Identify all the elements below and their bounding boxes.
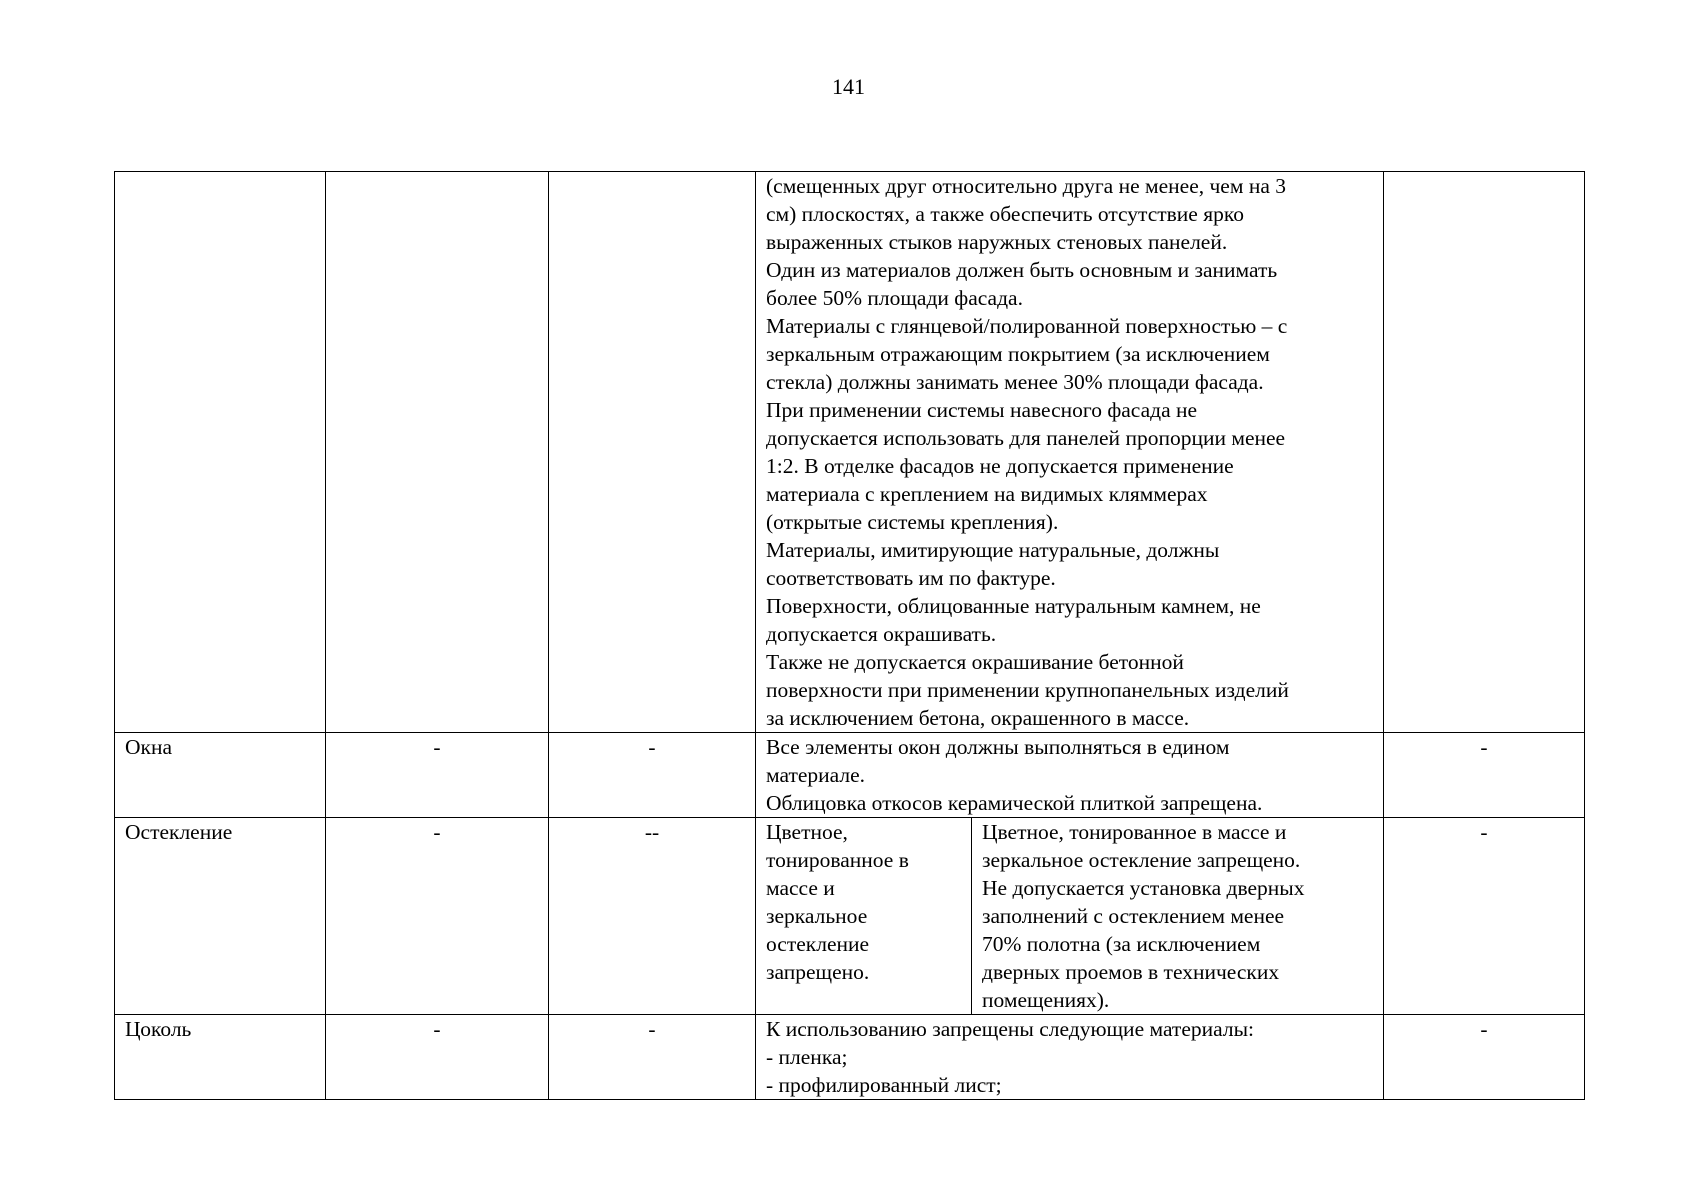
text-line: тонированное в	[766, 848, 909, 872]
text-line: Поверхности, облицованные натуральным камнем, не	[766, 594, 1261, 618]
col3-cell: --	[549, 818, 756, 1015]
table-row	[115, 1015, 1585, 1100]
text-line: за исключением бетона, окрашенного в массе.	[766, 706, 1190, 730]
text-line: Один из материалов должен быть основным и занимать	[766, 258, 1278, 282]
text-line: Цветное,	[766, 820, 848, 844]
col3-cell: -	[549, 1015, 756, 1100]
text-line: (открытые системы крепления).	[766, 510, 1059, 534]
text-line: Также не допускается окрашивание бетонной	[766, 650, 1184, 674]
text-line: см) плоскостях, а также обеспечить отсутствие ярко	[766, 202, 1244, 226]
text-line: Материалы, имитирующие натуральные, должны	[766, 538, 1220, 562]
text-line: - профилированный лист;	[766, 1073, 1002, 1097]
col2-cell: -	[326, 733, 549, 818]
text-line: массе и	[766, 876, 835, 900]
col5-cell: -	[1384, 818, 1585, 1015]
col3-cell	[549, 172, 756, 733]
text-line: При применении системы навесного фасада не	[766, 398, 1198, 422]
row-label-cell: Окна	[115, 733, 326, 818]
text-line: Цветное, тонированное в массе и	[982, 820, 1287, 844]
requirements-text-left-cell	[756, 818, 972, 1015]
text-line: помещениях).	[982, 988, 1110, 1012]
text-line: К использованию запрещены следующие материалы:	[766, 1017, 1255, 1041]
text-line: 70% полотна (за исключением	[982, 932, 1261, 956]
text-line: стекла) должны занимать менее 30% площади фасада.	[766, 370, 1264, 394]
requirements-text-cell	[756, 172, 1384, 733]
requirements-text-cell	[756, 1015, 1384, 1100]
row-label-cell: Цоколь	[115, 1015, 326, 1100]
page-number: 141	[832, 74, 865, 99]
text-line: остекление	[766, 932, 870, 956]
requirements-text-cell	[756, 733, 1384, 818]
col2-cell: -	[326, 1015, 549, 1100]
text-line: допускается окрашивать.	[766, 622, 997, 646]
col2-cell	[326, 172, 549, 733]
row-label-cell: Остекление	[115, 818, 326, 1015]
text-line: соответствовать им по фактуре.	[766, 566, 1056, 590]
col5-cell: -	[1384, 733, 1585, 818]
col5-cell: -	[1384, 1015, 1585, 1100]
text-line: выраженных стыков наружных стеновых панелей.	[766, 230, 1228, 254]
text-line: Материалы с глянцевой/полированной поверхностью – с	[766, 314, 1288, 338]
col2-cell: -	[326, 818, 549, 1015]
text-line: запрещено.	[766, 960, 870, 984]
text-line: дверных проемов в технических	[982, 960, 1280, 984]
text-line: зеркальное	[766, 904, 868, 928]
table-row	[115, 733, 1585, 818]
text-line: поверхности при применении крупнопанельных изделий	[766, 678, 1289, 702]
text-line: Не допускается установка дверных	[982, 876, 1305, 900]
table-row	[115, 818, 1585, 1015]
text-line: (смещенных друг относительно друга не менее, чем на 3	[766, 174, 1286, 198]
requirements-table	[114, 171, 1585, 1100]
text-line: зеркальным отражающим покрытием (за исключением	[766, 342, 1270, 366]
row-label-cell	[115, 172, 326, 733]
text-line: материале.	[766, 763, 866, 787]
requirements-text-right-cell	[972, 818, 1384, 1015]
table-row	[115, 172, 1585, 733]
text-line: зеркальное остекление запрещено.	[982, 848, 1301, 872]
text-line: Все элементы окон должны выполняться в едином	[766, 735, 1230, 759]
text-line: 1:2. В отделке фасадов не допускается применение	[766, 454, 1234, 478]
text-line: материала с креплением на видимых кляммерах	[766, 482, 1208, 506]
text-line: допускается использовать для панелей пропорции менее	[766, 426, 1286, 450]
col5-cell	[1384, 172, 1585, 733]
text-line: заполнений с остеклением менее	[982, 904, 1285, 928]
col3-cell: -	[549, 733, 756, 818]
text-line: Облицовка откосов керамической плиткой запрещена.	[766, 791, 1263, 815]
text-line: - пленка;	[766, 1045, 848, 1069]
text-line: более 50% площади фасада.	[766, 286, 1023, 310]
